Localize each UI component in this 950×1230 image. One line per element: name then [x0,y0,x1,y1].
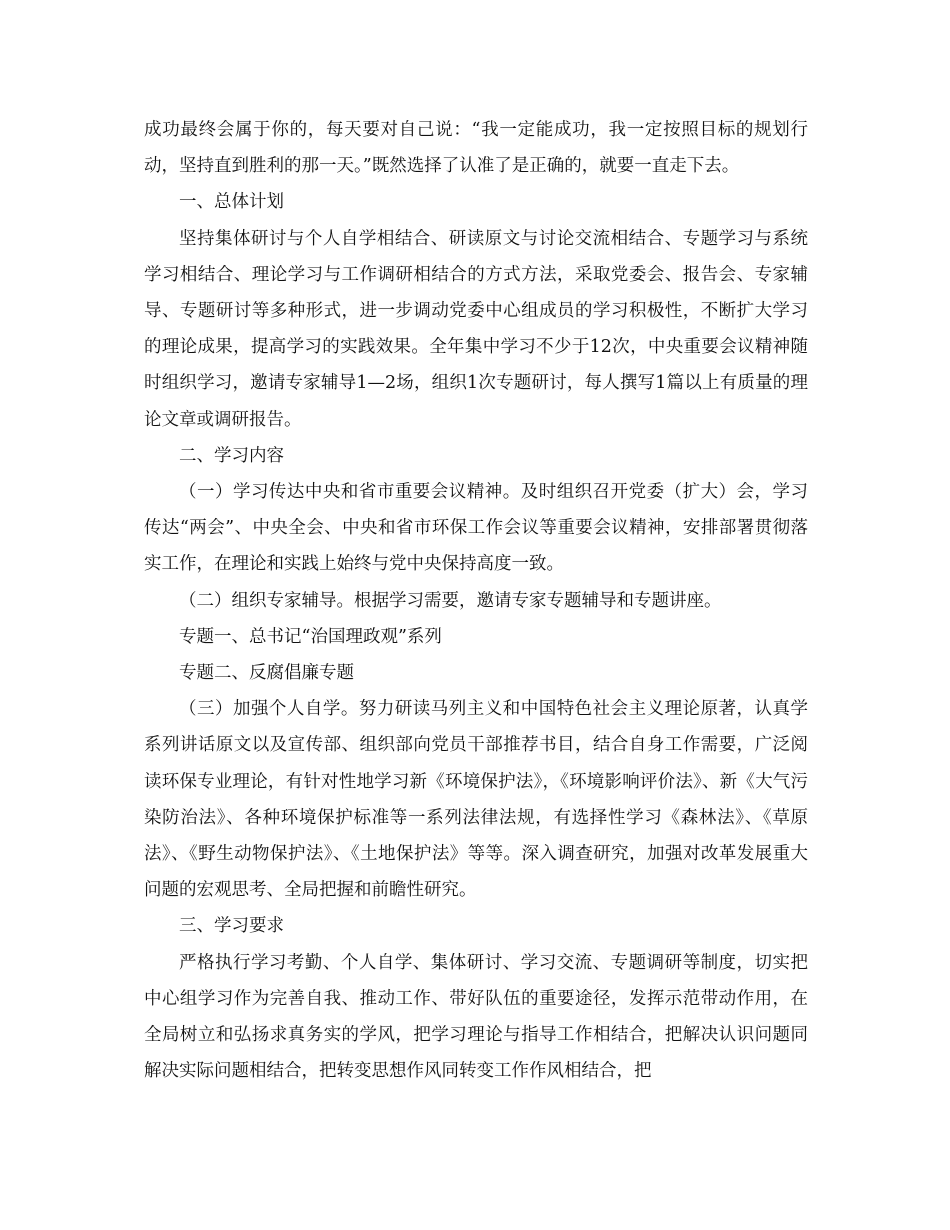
paragraph-topic-2: 专题二、反腐倡廉专题 [179,663,354,684]
paragraph-content-item-1: （一）学习传达中央和省市重要会议精神。及时组织召开党委（扩大）会，学习传达“两会”、中央全会、中央和省市环保工作会议等重要会议精神，安排部署贯彻落实工作，在理论和实践上始终与党中央保持高度一致。 [144,482,808,575]
section-heading-study-requirements: 三、学习要求 [179,916,284,937]
document-body [144,112,808,1089]
paragraph-requirements: 严格执行学习考勤、个人自学、集体研讨、学习交流、专题调研等制度，切实把中心组学习作为完善自我、推动工作、带好队伍的重要途径，发挥示范带动作用，在全局树立和弘扬求真务实的学风，把学习理论与指导工作相结合，把解决认识问题同解决实际问题相结合，把转变思想作风同转变工作作风相结合，把 [144,952,808,1082]
paragraph-overall-plan: 坚持集体研讨与个人自学相结合、研读原文与讨论交流相结合、专题学习与系统学习相结合、理论学习与工作调研相结合的方式方法，采取党委会、报告会、专家辅导、专题研讨等多种形式，进一步调动党委中心组成员的学习积极性，不断扩大学习的理论成果，提高学习的实践效果。全年集中学习不少于12次，中央重要会议精神随时组织学习，邀请专家辅导1—2场，组织1次专题研讨，每人撰写1篇以上有质量的理论文章或调研报告。 [144,228,808,430]
section-heading-overall-plan: 一、总体计划 [179,192,284,213]
paragraph-content-item-2: （二）组织专家辅导。根据学习需要，邀请专家专题辅导和专题讲座。 [179,590,722,611]
continued-paragraph: 成功最终会属于你的，每天要对自己说：“我一定能成功，我一定按照目标的规划行动，坚持直到胜利的那一天。”既然选择了认准了是正确的，就要一直走下去。 [144,120,808,177]
paragraph-topic-1: 专题一、总书记“治国理政观”系列 [179,626,442,647]
paragraph-content-item-3: （三）加强个人自学。努力研读马列主义和中国特色社会主义理论原著，认真学系列讲话原文以及宣传部、组织部向党员干部推荐书目，结合自身工作需要，广泛阅读环保专业理论，有针对性地学习新《环境保护法》，《环境影响评价法》、新《大气污染防治法》、各种环境保护标准等一系列法律法规，有选择性学习《森林法》、《草原法》、《野生动物保护法》、《土地保护法》等等。深入调查研究，加强对改革发展重大问题的宏观思考、全局把握和前瞻性研究。 [144,699,808,901]
section-heading-study-content: 二、学习内容 [179,445,284,466]
